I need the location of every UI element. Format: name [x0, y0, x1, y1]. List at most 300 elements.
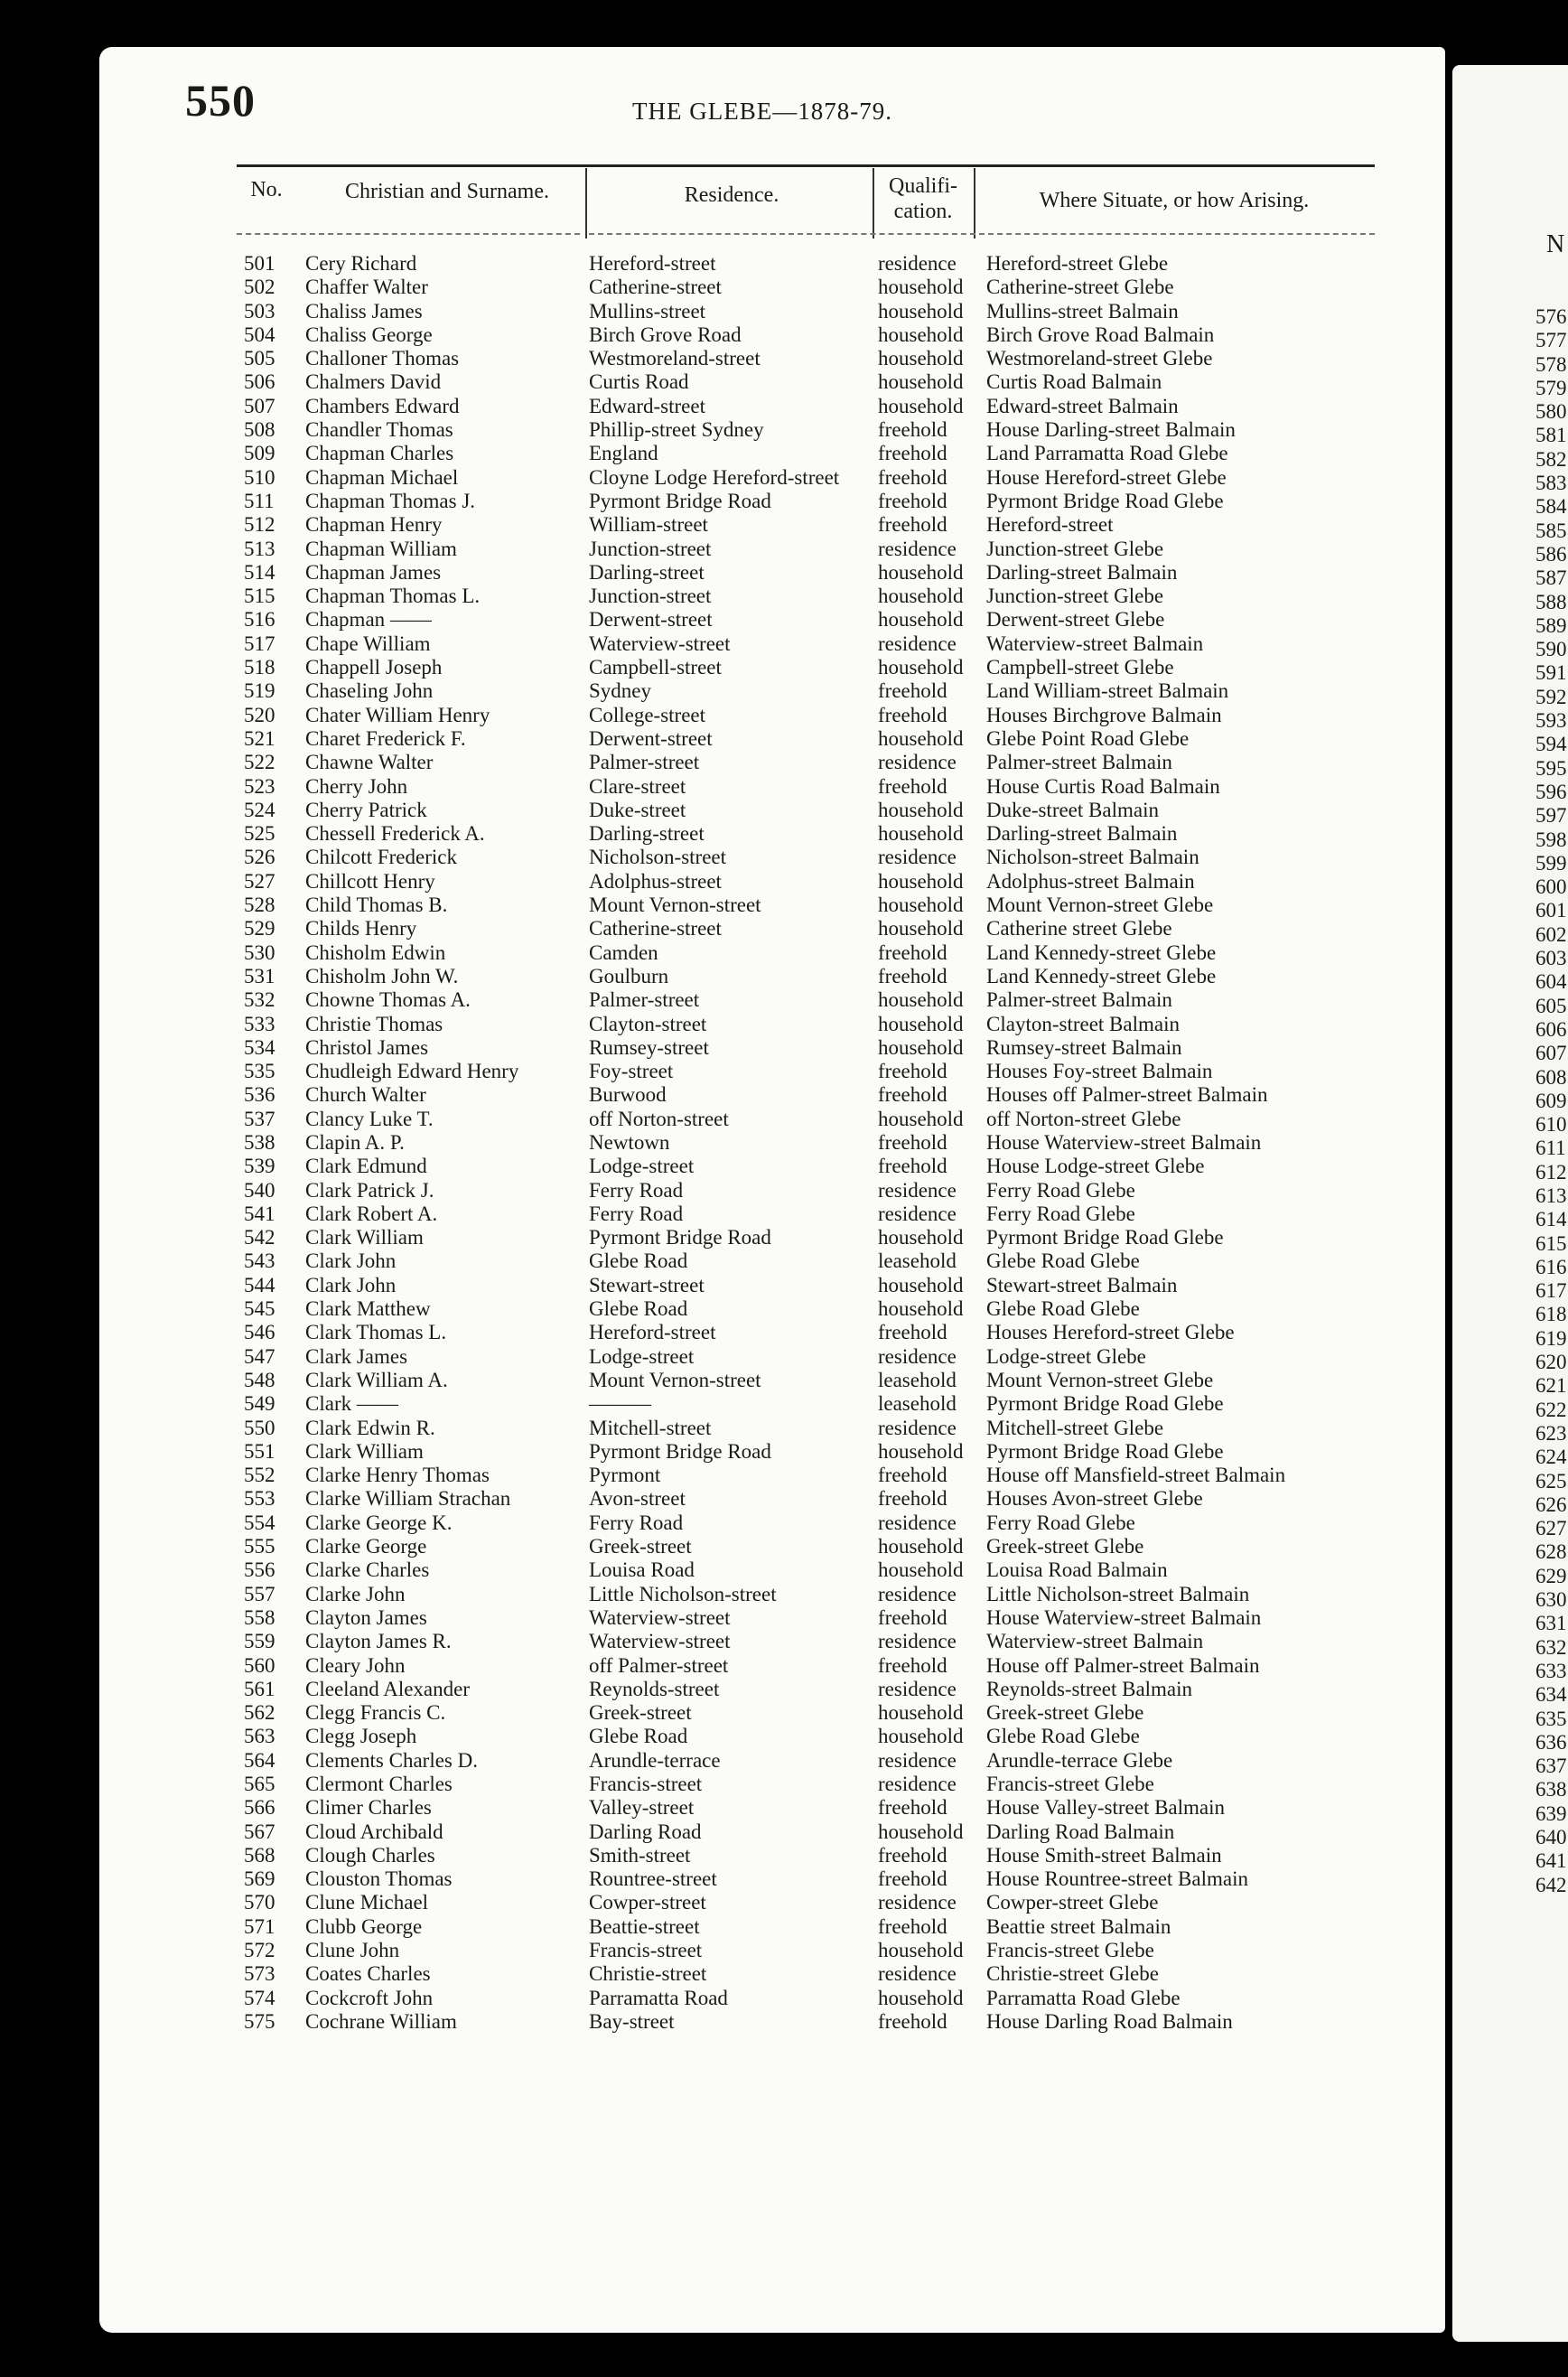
facing-entry-number: 589: [1535, 613, 1567, 637]
entry-where-situate: House Curtis Road Balmain: [986, 774, 1220, 798]
facing-entry-number: 600: [1535, 875, 1567, 899]
col-divider-2: [873, 168, 874, 239]
facing-entry-number: 634: [1535, 1683, 1567, 1707]
entry-qualification: freehold: [878, 442, 947, 465]
entry-residence: Westmoreland-street: [589, 347, 761, 370]
entry-number: 573: [244, 1962, 275, 1986]
entry-residence: Darling-street: [589, 560, 705, 584]
entry-number: 558: [244, 1605, 275, 1629]
entry-name: Clarke Charles: [305, 1558, 430, 1582]
entry-qualification: freehold: [878, 1155, 947, 1178]
table-row: [244, 1678, 1328, 1701]
entry-qualification: household: [878, 894, 964, 917]
entry-where-situate: Junction-street Glebe: [986, 537, 1164, 560]
table-row: [244, 1131, 1328, 1155]
facing-entry-number: 632: [1535, 1635, 1567, 1659]
entry-qualification: freehold: [878, 1653, 947, 1677]
entry-where-situate: Mount Vernon-street Glebe: [986, 894, 1214, 917]
entry-residence: off Norton-street: [589, 1107, 729, 1130]
entry-residence: Darling Road: [589, 1820, 702, 1843]
entry-number: 543: [244, 1249, 275, 1273]
entry-name: Clark William: [305, 1226, 424, 1249]
facing-entry-number: 583: [1535, 472, 1567, 495]
entry-where-situate: Duke-street Balmain: [986, 798, 1159, 821]
entry-where-situate: House Rountree-street Balmain: [986, 1867, 1248, 1891]
facing-entry-number: 584: [1535, 495, 1567, 519]
entry-residence: Cowper-street: [589, 1891, 706, 1914]
table-row: [244, 561, 1328, 585]
entry-where-situate: Darling-street Balmain: [986, 560, 1178, 584]
table-row: [244, 1630, 1328, 1653]
entry-number: 520: [244, 703, 275, 726]
entry-name: Chambers Edward: [305, 394, 460, 417]
entry-qualification: freehold: [878, 1605, 947, 1629]
facing-entry-number: 622: [1535, 1398, 1567, 1421]
entry-qualification: freehold: [878, 1321, 947, 1344]
entry-number: 537: [244, 1107, 275, 1130]
entry-name: Chessell Frederick A.: [305, 822, 485, 846]
entry-qualification: residence: [878, 1178, 957, 1202]
entry-name: Chillcott Henry: [305, 869, 435, 893]
entry-qualification: household: [878, 798, 964, 821]
table-row: [244, 1867, 1328, 1891]
entry-where-situate: Houses Avon-street Glebe: [986, 1487, 1203, 1511]
table-row: [244, 704, 1328, 727]
entry-residence: Newtown: [589, 1130, 670, 1154]
entry-qualification: freehold: [878, 774, 947, 798]
facing-entry-number: 587: [1535, 566, 1567, 590]
entry-qualification: household: [878, 370, 964, 394]
table-row: [244, 1274, 1328, 1297]
entry-name: Chape William: [305, 632, 431, 655]
facing-entry-number: 602: [1535, 922, 1567, 946]
facing-entry-number: 640: [1535, 1826, 1567, 1848]
entry-number: 571: [244, 1914, 275, 1938]
table-row: [244, 1558, 1328, 1582]
entry-residence: Junction-street: [589, 585, 712, 608]
register-table: [244, 252, 1328, 2034]
table-row: [244, 323, 1328, 347]
entry-residence: Pyrmont Bridge Road: [589, 1439, 771, 1463]
table-row: [244, 1939, 1328, 1962]
entry-where-situate: Reynolds-street Balmain: [986, 1677, 1193, 1700]
facing-entry-number: 639: [1535, 1801, 1567, 1825]
entry-residence: Mount Vernon-street: [589, 894, 761, 917]
entry-qualification: residence: [878, 846, 957, 869]
entry-name: Chalmers David: [305, 370, 442, 394]
entry-where-situate: Houses off Palmer-street Balmain: [986, 1083, 1268, 1107]
entry-residence: Catherine-street: [589, 917, 722, 941]
table-row: [244, 1749, 1328, 1773]
facing-entry-number: 577: [1535, 329, 1567, 352]
entry-name: Clark Robert A.: [305, 1202, 438, 1225]
table-row: [244, 1796, 1328, 1820]
entry-number: 518: [244, 656, 275, 679]
entry-residence: Parramatta Road: [589, 1986, 728, 2009]
entry-number: 504: [244, 323, 275, 346]
entry-qualification: freehold: [878, 703, 947, 726]
table-row: [244, 347, 1328, 370]
entry-residence: Clare-street: [589, 774, 686, 798]
table-row: [244, 822, 1328, 846]
entry-name: Chapman Michael: [305, 465, 459, 489]
facing-entry-number: 627: [1535, 1517, 1567, 1540]
entry-residence: Waterview-street: [589, 1605, 731, 1629]
entry-number: 564: [244, 1748, 275, 1772]
entry-number: 548: [244, 1368, 275, 1391]
entry-qualification: residence: [878, 1748, 957, 1772]
entry-qualification: freehold: [878, 1796, 947, 1820]
entry-residence: Sydney: [589, 679, 651, 703]
entry-residence: Lodge-street: [589, 1344, 695, 1368]
entry-number: 565: [244, 1773, 275, 1795]
entry-qualification: freehold: [878, 1083, 947, 1107]
col-head-no: No.: [250, 178, 283, 201]
table-row: [244, 1321, 1328, 1344]
entry-where-situate: Nicholson-street Balmain: [986, 846, 1199, 869]
entry-residence: Darling-street: [589, 822, 705, 846]
facing-entry-number: 610: [1535, 1113, 1567, 1137]
entry-name: Chapman Thomas J.: [305, 489, 476, 512]
entry-qualification: freehold: [878, 465, 947, 489]
entry-where-situate: Glebe Road Glebe: [986, 1249, 1140, 1273]
top-rule: [237, 164, 1375, 167]
facing-entry-number: 606: [1535, 1017, 1567, 1041]
facing-entry-number: 621: [1535, 1374, 1567, 1398]
entry-number: 552: [244, 1464, 275, 1487]
entry-where-situate: House Waterview-street Balmain: [986, 1130, 1262, 1154]
entry-residence: Goulburn: [589, 964, 669, 987]
entry-where-situate: House Smith-street Balmain: [986, 1843, 1222, 1867]
entry-residence: Catherine-street: [589, 276, 722, 299]
facing-entry-number: 611: [1535, 1137, 1566, 1160]
entry-name: Chapman ——: [305, 608, 432, 632]
entry-qualification: residence: [878, 1773, 957, 1795]
entry-residence: Bay-street: [589, 2009, 675, 2033]
entry-number: 507: [244, 394, 275, 417]
entry-where-situate: Arundle-terrace Glebe: [986, 1748, 1173, 1772]
entry-qualification: residence: [878, 1511, 957, 1534]
table-row: [244, 988, 1328, 1012]
entry-number: 561: [244, 1677, 275, 1700]
entry-name: Cleeland Alexander: [305, 1677, 471, 1700]
facing-entry-number: 578: [1535, 352, 1567, 376]
entry-qualification: freehold: [878, 1464, 947, 1487]
table-row: [244, 1511, 1328, 1535]
entry-qualification: household: [878, 1226, 964, 1249]
facing-entry-number: 576: [1535, 305, 1567, 328]
facing-entry-number: 612: [1535, 1160, 1567, 1184]
entry-number: 519: [244, 679, 275, 703]
facing-entry-number: 595: [1535, 756, 1567, 780]
table-row: [244, 1108, 1328, 1131]
entry-name: Christie Thomas: [305, 1012, 443, 1035]
entry-number: 528: [244, 894, 275, 917]
entry-number: 547: [244, 1344, 275, 1368]
entry-residence: Curtis Road: [589, 370, 689, 394]
entry-number: 529: [244, 917, 275, 941]
entry-where-situate: Curtis Road Balmain: [986, 370, 1162, 394]
entry-where-situate: Pyrmont Bridge Road Glebe: [986, 1439, 1224, 1463]
table-row: [244, 300, 1328, 323]
entry-where-situate: House Darling-street Balmain: [986, 418, 1236, 442]
entry-name: Clegg Francis C.: [305, 1701, 446, 1725]
entry-residence: Lodge-street: [589, 1155, 695, 1178]
entry-where-situate: Mitchell-street Glebe: [986, 1416, 1164, 1439]
entry-qualification: freehold: [878, 1843, 947, 1867]
facing-entry-number: 598: [1535, 828, 1567, 851]
entry-where-situate: House Lodge-street Glebe: [986, 1155, 1205, 1178]
entry-residence: Pyrmont Bridge Road: [589, 1226, 771, 1249]
entry-number: 556: [244, 1558, 275, 1582]
entry-where-situate: Ferry Road Glebe: [986, 1178, 1135, 1202]
table-row: [244, 1773, 1328, 1796]
entry-qualification: household: [878, 1558, 964, 1582]
entry-name: Chaliss George: [305, 323, 433, 346]
entry-number: 563: [244, 1725, 275, 1748]
entry-qualification: household: [878, 656, 964, 679]
entry-name: Clayton James R.: [305, 1630, 452, 1653]
entry-residence: Cloyne Lodge Hereford-street: [589, 465, 840, 489]
entry-qualification: freehold: [878, 1487, 947, 1511]
entry-where-situate: Parramatta Road Glebe: [986, 1986, 1181, 2009]
table-row: [244, 1820, 1328, 1844]
entry-number: 503: [244, 299, 275, 323]
entry-residence: Duke-street: [589, 798, 686, 821]
facing-entry-number: 629: [1535, 1564, 1567, 1587]
entry-residence: Glebe Road: [589, 1249, 688, 1273]
entry-qualification: residence: [878, 1344, 957, 1368]
entry-name: Chater William Henry: [305, 703, 490, 726]
table-row: [244, 1036, 1328, 1060]
col-divider-1: [585, 168, 587, 239]
entry-number: 557: [244, 1582, 275, 1605]
entry-name: Clark Patrick J.: [305, 1178, 434, 1202]
entry-qualification: household: [878, 299, 964, 323]
entry-residence: Mitchell-street: [589, 1416, 712, 1439]
entry-where-situate: House Darling Road Balmain: [986, 2009, 1233, 2033]
entry-qualification: household: [878, 608, 964, 632]
facing-entry-number: 603: [1535, 947, 1567, 970]
entry-where-situate: Campbell-street Glebe: [986, 656, 1174, 679]
entry-qualification: residence: [878, 1962, 957, 1986]
table-row: [244, 1487, 1328, 1511]
entry-where-situate: Pyrmont Bridge Road Glebe: [986, 1392, 1224, 1416]
entry-residence: Birch Grove Road: [589, 323, 742, 346]
entry-qualification: residence: [878, 1202, 957, 1225]
col-head-where: Where Situate, or how Arising.: [1039, 189, 1310, 212]
entry-residence: Camden: [589, 941, 658, 964]
entry-number: 570: [244, 1891, 275, 1914]
entry-residence: Mount Vernon-street: [589, 1368, 761, 1391]
table-row: [244, 1249, 1328, 1273]
table-row: [244, 370, 1328, 394]
entry-name: Clark John: [305, 1249, 397, 1273]
table-row: [244, 1606, 1328, 1630]
entry-qualification: household: [878, 585, 964, 608]
facing-entry-number: 607: [1535, 1042, 1567, 1065]
page-header: THE GLEBE—1878-79.: [632, 98, 892, 125]
entry-qualification: household: [878, 276, 964, 299]
entry-name: Clarke George: [305, 1535, 427, 1558]
entry-name: Clancy Luke T.: [305, 1107, 434, 1130]
entry-number: 539: [244, 1155, 275, 1178]
entry-name: Chapman James: [305, 560, 442, 584]
table-row: [244, 513, 1328, 537]
entry-qualification: residence: [878, 1891, 957, 1914]
entry-where-situate: off Norton-street Glebe: [986, 1107, 1181, 1130]
entry-number: 510: [244, 465, 275, 489]
entry-where-situate: Land William-street Balmain: [986, 679, 1229, 703]
entry-name: Clarke John: [305, 1582, 406, 1605]
entry-residence: Pyrmont Bridge Road: [589, 489, 771, 512]
entry-qualification: household: [878, 560, 964, 584]
table-row: [244, 799, 1328, 822]
col-head-qualification: Qualifi- cation.: [889, 174, 957, 223]
entry-qualification: freehold: [878, 1914, 947, 1938]
entry-where-situate: Waterview-street Balmain: [986, 1630, 1204, 1653]
entry-qualification: household: [878, 1107, 964, 1130]
entry-where-situate: Darling Road Balmain: [986, 1820, 1175, 1843]
table-row: [244, 1535, 1328, 1558]
facing-entry-number: 614: [1535, 1208, 1567, 1231]
entry-name: Challoner Thomas: [305, 347, 460, 370]
entry-name: Clark James: [305, 1344, 408, 1368]
entry-qualification: household: [878, 917, 964, 941]
table-row: [244, 252, 1328, 276]
entry-qualification: household: [878, 726, 964, 750]
entry-where-situate: Francis-street Glebe: [986, 1773, 1154, 1795]
entry-where-situate: Edward-street Balmain: [986, 394, 1179, 417]
entry-residence: Campbell-street: [589, 656, 722, 679]
entry-where-situate: Darling-street Balmain: [986, 822, 1178, 846]
entry-qualification: freehold: [878, 2009, 947, 2033]
entry-where-situate: Mullins-street Balmain: [986, 299, 1179, 323]
entry-where-situate: Rumsey-street Balmain: [986, 1035, 1182, 1059]
entry-name: Clark William A.: [305, 1368, 448, 1391]
table-row: [244, 1440, 1328, 1464]
entry-number: 551: [244, 1439, 275, 1463]
entry-number: 501: [244, 252, 275, 275]
entry-where-situate: Junction-street Glebe: [986, 585, 1164, 608]
facing-entry-number: 625: [1535, 1469, 1567, 1493]
entry-number: 545: [244, 1297, 275, 1321]
entry-qualification: household: [878, 1535, 964, 1558]
table-row: [244, 941, 1328, 965]
entry-number: 509: [244, 442, 275, 465]
facing-entry-number: 628: [1535, 1540, 1567, 1564]
entry-qualification: leasehold: [878, 1392, 957, 1416]
entry-name: Clune John: [305, 1939, 400, 1962]
facing-entry-number: 616: [1535, 1255, 1567, 1278]
entry-name: Clark William: [305, 1439, 424, 1463]
entry-residence: Christie-street: [589, 1962, 707, 1986]
entry-number: 524: [244, 798, 275, 821]
entry-number: 513: [244, 537, 275, 560]
facing-entry-number: 626: [1535, 1493, 1567, 1516]
entry-residence: ———: [589, 1392, 651, 1416]
entry-name: Clarke Henry Thomas: [305, 1464, 490, 1487]
header-dashed-rule-right: [589, 233, 1375, 235]
table-row: [244, 1987, 1328, 2010]
entry-name: Clayton James: [305, 1605, 427, 1629]
entry-residence: Foy-street: [589, 1060, 674, 1083]
entry-where-situate: Glebe Road Glebe: [986, 1297, 1140, 1321]
facing-entry-number: 615: [1535, 1231, 1567, 1255]
entry-where-situate: Lodge-street Glebe: [986, 1344, 1146, 1368]
col-head-residence: Residence.: [684, 183, 779, 207]
entry-name: Clark John: [305, 1273, 397, 1296]
entry-residence: Ferry Road: [589, 1178, 684, 1202]
entry-name: Chapman Charles: [305, 442, 454, 465]
entry-qualification: household: [878, 869, 964, 893]
entry-qualification: freehold: [878, 418, 947, 442]
entry-name: Charet Frederick F.: [305, 726, 466, 750]
entry-number: 559: [244, 1630, 275, 1653]
entry-qualification: freehold: [878, 513, 947, 537]
entry-residence: Hereford-street: [589, 252, 716, 275]
entry-number: 541: [244, 1202, 275, 1225]
entry-name: Clark Edwin R.: [305, 1416, 435, 1439]
entry-residence: Rumsey-street: [589, 1035, 709, 1059]
entry-number: 575: [244, 2009, 275, 2033]
entry-qualification: residence: [878, 1630, 957, 1653]
entry-name: Clouston Thomas: [305, 1867, 453, 1891]
table-row: [244, 418, 1328, 442]
facing-entry-number: 637: [1535, 1755, 1567, 1778]
entry-name: Christol James: [305, 1035, 429, 1059]
entry-name: Clements Charles D.: [305, 1748, 478, 1772]
entry-name: Chapman Henry: [305, 513, 443, 537]
facing-entry-number: 633: [1535, 1659, 1567, 1682]
entry-where-situate: Adolphus-street Balmain: [986, 869, 1195, 893]
entry-residence: Valley-street: [589, 1796, 695, 1820]
entry-where-situate: Waterview-street Balmain: [986, 632, 1204, 655]
table-row: [244, 1962, 1328, 1986]
entry-name: Clermont Charles: [305, 1773, 453, 1795]
entry-number: 566: [244, 1796, 275, 1820]
table-row: [244, 1701, 1328, 1725]
entry-qualification: household: [878, 1820, 964, 1843]
entry-name: Clough Charles: [305, 1843, 435, 1867]
entry-where-situate: Greek-street Glebe: [986, 1701, 1144, 1725]
entry-name: Clark ——: [305, 1392, 398, 1416]
entry-where-situate: Houses Birchgrove Balmain: [986, 703, 1222, 726]
entry-number: 533: [244, 1012, 275, 1035]
table-row: [244, 846, 1328, 869]
entry-qualification: leasehold: [878, 1249, 957, 1273]
entry-number: 532: [244, 988, 275, 1012]
entry-residence: Ferry Road: [589, 1202, 684, 1225]
entry-name: Chandler Thomas: [305, 418, 453, 442]
entry-number: 511: [244, 489, 275, 512]
facing-entry-number: 613: [1535, 1184, 1567, 1207]
entry-qualification: household: [878, 323, 964, 346]
entry-residence: Rountree-street: [589, 1867, 717, 1891]
table-row: [244, 1345, 1328, 1369]
table-row: [244, 1725, 1328, 1748]
entry-where-situate: Palmer-street Balmain: [986, 751, 1172, 774]
entry-residence: Nicholson-street: [589, 846, 727, 869]
entry-residence: Stewart-street: [589, 1273, 705, 1296]
entry-residence: Hereford-street: [589, 1321, 716, 1344]
facing-entry-number: 582: [1535, 447, 1567, 471]
entry-name: Chudleigh Edward Henry: [305, 1060, 519, 1083]
entry-number: 521: [244, 726, 275, 750]
entry-residence: Glebe Road: [589, 1725, 688, 1748]
facing-entry-number: 580: [1535, 400, 1567, 424]
entry-qualification: residence: [878, 1416, 957, 1439]
